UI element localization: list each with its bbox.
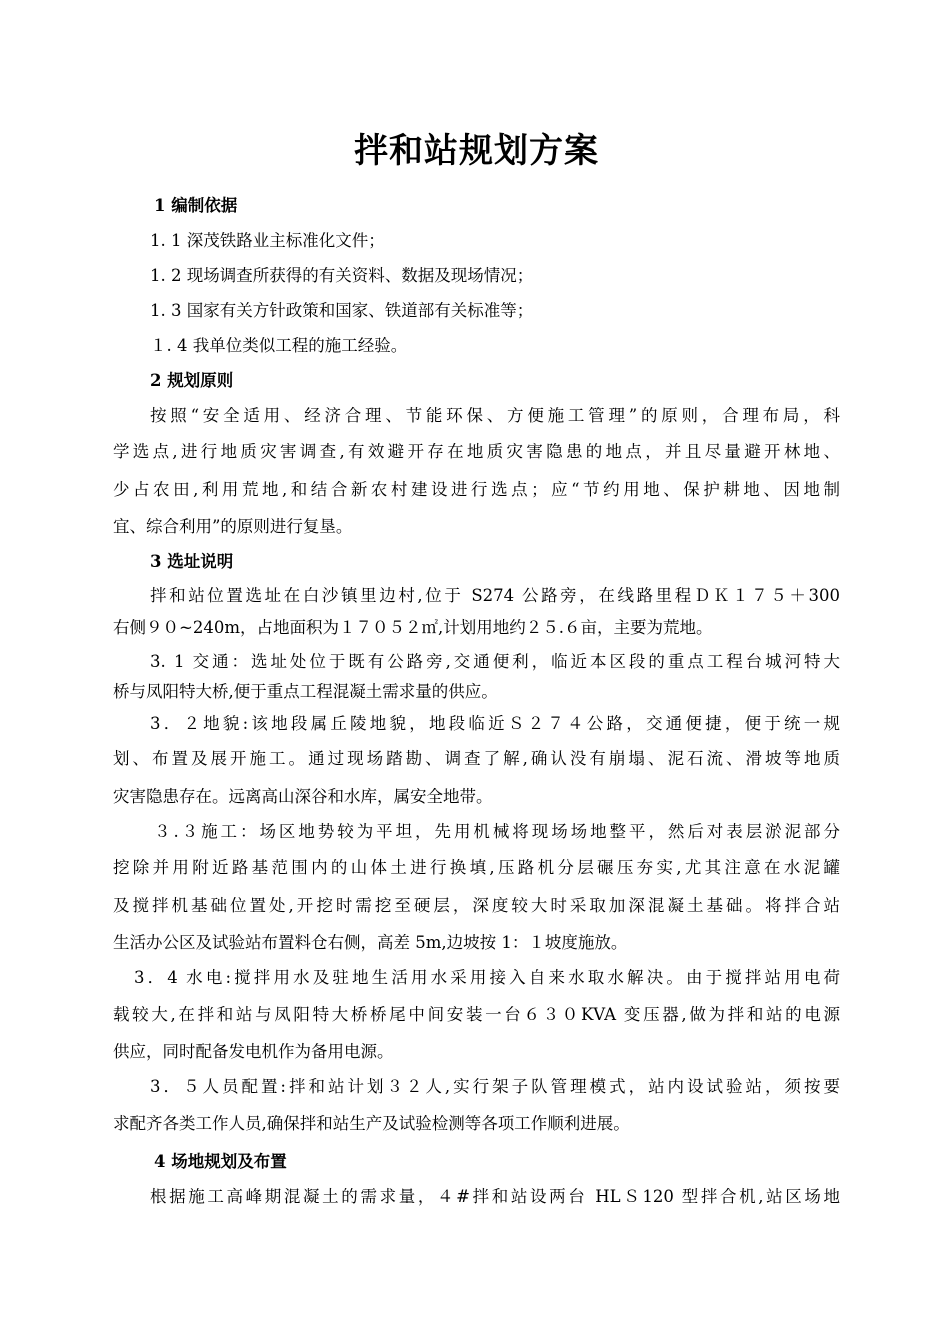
paragraph-line: 供应，同时配备发电机作为备用电源。 — [113, 1042, 394, 1061]
section-heading: 1 编制依据 — [154, 196, 238, 215]
list-item: 1. 2 现场调查所获得的有关资料、数据及现场情况； — [150, 266, 534, 285]
paragraph-line: 求配齐各类工作人员,确保拌和站生产及试验检测等各项工作顺利进展。 — [113, 1114, 630, 1133]
paragraph-line: 右侧９０~240m，占地面积为１７０５２㎡,计划用地约２５.６亩，主要为荒地。 — [113, 618, 713, 637]
paragraph-line: ３.３施工：场区地势较为平坦，先用机械将现场场地整平，然后对表层淤泥部分 — [154, 822, 840, 841]
section-heading: 2 规划原则 — [150, 371, 234, 390]
paragraph-line: 载较大,在拌和站与凤阳特大桥桥尾中间安装一台６３０KVA 变压器,做为拌和站的电源 — [113, 1005, 840, 1024]
paragraph-line: 3. 1 交通：选址处位于既有公路旁,交通便利，临近本区段的重点工程台城河特大 — [150, 652, 840, 671]
paragraph-line: 根据施工高峰期混凝土的需求量，４#拌和站设两台 HLＳ120 型拌合机,站区场地 — [150, 1187, 840, 1206]
paragraph-line: 挖除并用附近路基范围内的山体土进行换填,压路机分层碾压夯实,尤其注意在水泥罐 — [113, 858, 840, 877]
section-heading: 4 场地规划及布置 — [154, 1152, 287, 1171]
paragraph-line: 划、布置及展开施工。通过现场踏勘、调查了解,确认没有崩塌、泥石流、滑坡等地质 — [113, 749, 840, 768]
paragraph-line: 及搅拌机基础位置处,开挖时需挖至硬层，深度较大时采取加深混凝土基础。将拌合站 — [113, 896, 840, 915]
paragraph-line: 3．５人员配置:拌和站计划３２人,实行架子队管理模式，站内设试验站，须按要 — [150, 1077, 840, 1096]
page-title: 拌和站规划方案 — [354, 131, 599, 171]
paragraph-line: 少占农田,利用荒地,和结合新农村建设进行选点；应“节约用地、保护耕地、因地制 — [113, 480, 840, 499]
paragraph-line: 灾害隐患存在。远离高山深谷和水库，属安全地带。 — [113, 787, 493, 806]
paragraph-line: 桥与凤阳特大桥,便于重点工程混凝土需求量的供应。 — [113, 682, 498, 701]
paragraph-line: 3．4 水电:搅拌用水及驻地生活用水采用接入自来水取水解决。由于搅拌站用电荷 — [134, 968, 840, 987]
paragraph-line: 宜、综合利用”的原则进行复垦。 — [113, 517, 353, 536]
paragraph-line: 学选点,进行地质灾害调查,有效避开存在地质灾害隐患的地点，并且尽量避开林地、 — [113, 442, 840, 461]
list-item: 1. 3 国家有关方针政策和国家、铁道部有关标准等； — [150, 301, 534, 320]
paragraph-line: 生活办公区及试验站布置料仓右侧，高差 5m,边坡按 1：１坡度施放。 — [113, 933, 628, 952]
section-heading: 3 选址说明 — [150, 552, 234, 571]
paragraph-line: 按照“安全适用、经济合理、节能环保、方便施工管理”的原则，合理布局，科 — [150, 406, 840, 425]
list-item: １. 4 我单位类似工程的施工经验。 — [150, 336, 408, 355]
paragraph-line: 3．２地貌:该地段属丘陵地貌，地段临近Ｓ２７４公路，交通便捷，便于统一规 — [150, 714, 840, 733]
paragraph-line: 拌和站位置选址在白沙镇里边村,位于 S274 公路旁，在线路里程ＤＫ１７５＋300 — [150, 586, 840, 605]
list-item: 1. 1 深茂铁路业主标准化文件； — [150, 231, 385, 250]
